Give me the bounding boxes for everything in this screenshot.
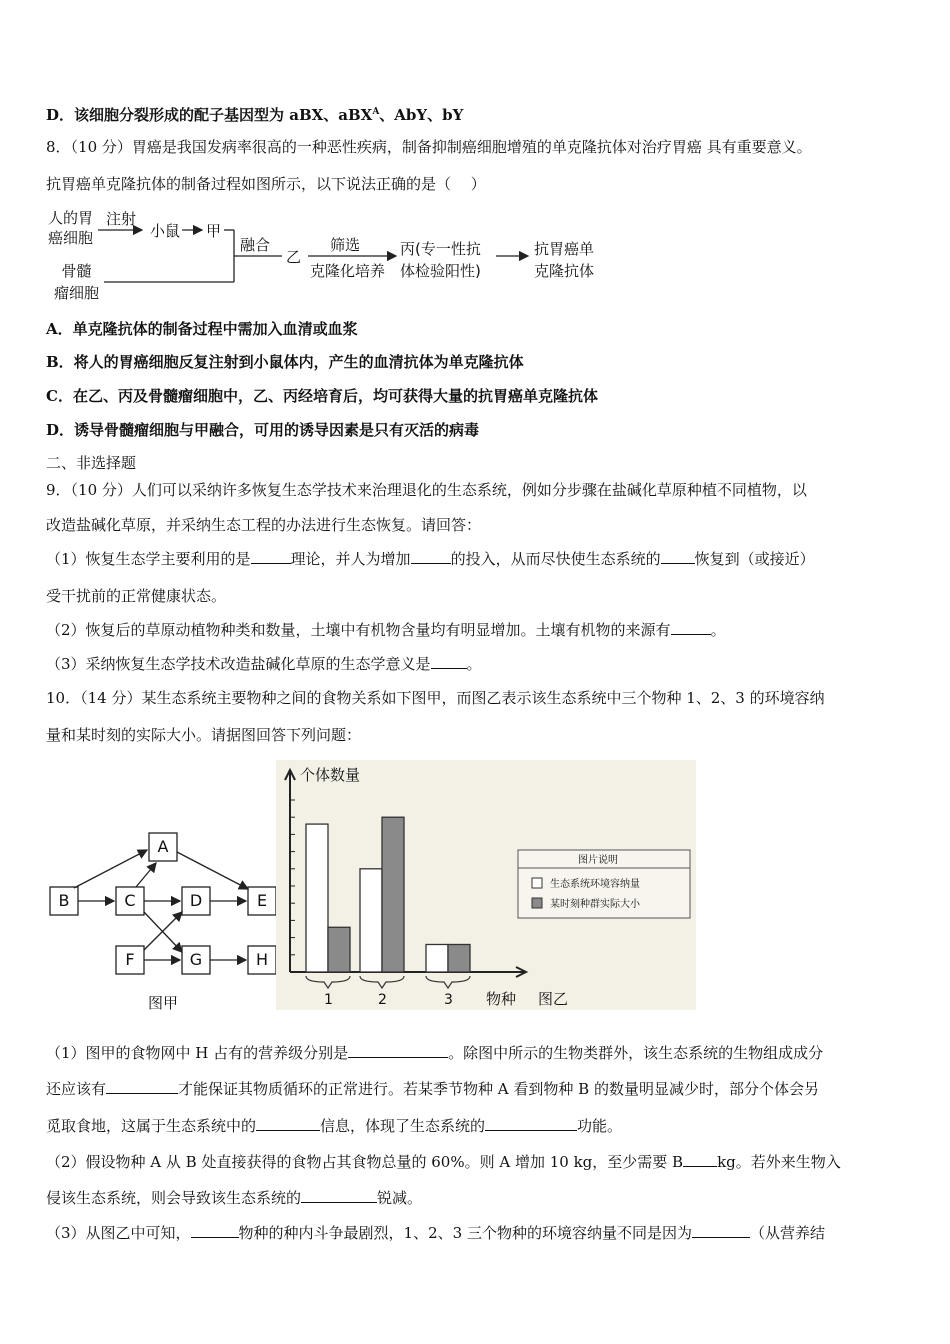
cell-myeloma-line2: 瘤细胞 <box>54 284 100 302</box>
y-axis-label: 个体数量 <box>300 766 361 784</box>
label-bing-line2: 体检验阳性) <box>400 262 481 280</box>
label-bing <box>400 238 481 282</box>
q9-p2-text-a: （2）恢复后的草原动植物种类和数量，土壤中有机物含量均有明显增加。土壤有机物的来源有 <box>46 621 671 639</box>
q10-p2-text-c: 侵该生态系统，则会导致该生态系统的 <box>46 1189 302 1207</box>
node-c: C <box>124 891 136 910</box>
cell-gastric-line2: 癌细胞 <box>48 229 94 247</box>
answer-blank[interactable] <box>301 1188 377 1203</box>
bar-chart-panel <box>276 760 696 1010</box>
cell-myeloma-line1: 骨髓 <box>61 262 92 280</box>
q10-stem-line2: 量和某时刻的实际大小。请据图回答下列问题： <box>46 726 362 744</box>
q10-p1-text-f: 信息，体现了生态系统的 <box>320 1117 486 1135</box>
food-web-caption: 图甲 <box>148 994 179 1012</box>
x-tick-label-1: 1 <box>324 992 333 1008</box>
x-tick-label-3: 3 <box>444 992 453 1008</box>
q10-part1-line3 <box>46 1116 622 1136</box>
answer-blank[interactable] <box>692 1223 750 1238</box>
q10-part3-line1 <box>46 1223 825 1243</box>
q9-p2-text-b: 。 <box>710 621 726 639</box>
q10-p1-text-d: 才能保证其物质循环的正常进行。若某季节物种 A 看到物种 B 的数量明显减少时，部分个体会另 <box>178 1080 819 1098</box>
answer-blank[interactable] <box>191 1223 239 1238</box>
q10-p3-text-a: （3）从图乙中可知， <box>46 1224 191 1242</box>
label-clone: 克隆化培养 <box>310 262 386 280</box>
category-brace-2 <box>360 976 404 988</box>
legend-swatch-actual <box>532 898 542 908</box>
food-web-svg <box>44 828 284 1018</box>
answer-blank[interactable] <box>411 549 451 564</box>
x-axis-label: 物种 <box>486 990 517 1008</box>
q10-part1-line2 <box>46 1079 819 1099</box>
answer-blank[interactable] <box>661 549 695 564</box>
edge-c-a <box>136 863 156 887</box>
q8-stem-line1: 8．（10 分）胃癌是我国发病率很高的一种恶性疾病，制备抑制癌细胞增殖的单克隆抗体对治疗胃癌 具有重要意义。 <box>46 138 812 156</box>
node-g: G <box>189 950 203 969</box>
q9-p1-text-b: 理论，并人为增加 <box>290 550 411 568</box>
bar-actual-species-1 <box>328 927 350 972</box>
q10-p2-text-d: 锐减。 <box>377 1189 423 1207</box>
legend-label-capacity: 生态系统环境容纳量 <box>550 879 640 890</box>
answer-blank[interactable] <box>431 654 467 669</box>
legend-title: 图片说明 <box>578 855 618 866</box>
q10-p1-text-c: 还应该有 <box>46 1080 107 1098</box>
food-web-diagram <box>44 828 284 1018</box>
edge-b-a <box>74 850 147 888</box>
bar-capacity-species-1 <box>306 824 328 972</box>
q10-p1-text-a: （1）图甲的食物网中 H 占有的营养级分别是 <box>46 1044 349 1062</box>
q9-p1-text-c: 的投入，从而尽快使生态系统的 <box>450 550 661 568</box>
label-mouse: 小鼠 <box>150 222 181 240</box>
q8-flow-diagram <box>46 204 626 304</box>
q10-part1-line1 <box>46 1043 823 1063</box>
legend-swatch-capacity <box>532 878 542 888</box>
answer-blank[interactable] <box>671 620 711 635</box>
section-heading: 二、非选择题 <box>46 454 137 472</box>
answer-blank[interactable] <box>485 1116 577 1131</box>
q8-option-b: B．将人的胃癌细胞反复注射到小鼠体内，产生的血清抗体为单克隆抗体 <box>46 353 524 371</box>
q10-part2-line2 <box>46 1188 422 1208</box>
edge-a-e <box>177 852 248 889</box>
bar-capacity-species-3 <box>426 944 448 972</box>
node-a: A <box>157 837 169 856</box>
bar-actual-species-3 <box>448 944 470 972</box>
label-yi: 乙 <box>286 248 302 266</box>
q9-stem-line2: 改造盐碱化草原，并采纳生态工程的办法进行生态恢复。请回答： <box>46 516 482 534</box>
q10-stem-line1: 10．（14 分）某生态系统主要物种之间的食物关系如下图甲，而图乙表示该生态系统中三个物种 1、2、3 的环境容纳 <box>46 689 825 707</box>
legend-label-actual: 某时刻种群实际大小 <box>550 899 640 910</box>
answer-blank[interactable] <box>251 549 291 564</box>
category-brace-1 <box>306 976 350 988</box>
q10-p1-text-g: 功能。 <box>577 1117 623 1135</box>
label-jia: 甲 <box>206 222 222 240</box>
node-e: E <box>256 891 268 910</box>
q10-p2-text-b: kg。若外来生物入 <box>717 1153 841 1171</box>
q9-stem-line1: 9．（10 分）人们可以采纳许多恢复生态学技术来治理退化的生态系统，例如分步骤在盐碱化草原种植不同植物，以 <box>46 481 807 499</box>
answer-blank[interactable] <box>106 1079 178 1094</box>
q10-p3-text-c: （从营养结 <box>749 1224 825 1242</box>
bar-capacity-species-2 <box>360 869 382 972</box>
q9-p1-text-d: 恢复到（或接近） <box>694 550 815 568</box>
answer-blank[interactable] <box>683 1152 717 1167</box>
q9-part3 <box>46 654 482 674</box>
q7-option-d-superscript: A <box>372 107 380 117</box>
answer-blank[interactable] <box>348 1043 448 1058</box>
cell-gastric-line1: 人的胃 <box>48 209 94 227</box>
node-h: H <box>255 950 269 969</box>
label-result <box>534 238 594 282</box>
q9-p3-text-b: 。 <box>466 655 482 673</box>
bar-chart-svg <box>276 760 696 1010</box>
x-tick-label-2: 2 <box>378 992 387 1008</box>
label-bing-line1: 丙(专一性抗 <box>400 240 481 258</box>
q9-p1-text-a: （1）恢复生态学主要利用的是 <box>46 550 251 568</box>
label-screen: 筛选 <box>330 236 361 254</box>
chart-caption: 图乙 <box>538 990 569 1008</box>
q7-option-d-tail: 、AbY、bY <box>379 106 464 124</box>
q10-p3-text-b: 物种的种内斗争最剧烈，1、2、3 三个物种的环境容纳量不同是因为 <box>238 1224 692 1242</box>
label-inject: 注射 <box>106 210 137 228</box>
label-result-line2: 克隆抗体 <box>534 262 595 280</box>
q8-option-d: D．诱导骨髓瘤细胞与甲融合，可用的诱导因素是只有灭活的病毒 <box>46 421 480 439</box>
q10-part2-line1 <box>46 1152 841 1172</box>
node-f: F <box>125 950 135 969</box>
q10-p1-text-b: 。除图中所示的生物类群外，该生态系统的生物组成成分 <box>448 1044 824 1062</box>
bar-actual-species-2 <box>382 817 404 972</box>
q9-p3-text-a: （3）采纳恢复生态学技术改造盐碱化草原的生态学意义是 <box>46 655 431 673</box>
q8-option-c: C．在乙、丙及骨髓瘤细胞中，乙、丙经培育后，均可获得大量的抗胃癌单克隆抗体 <box>46 387 598 405</box>
label-fuse: 融合 <box>240 236 271 254</box>
q8-option-a: A．单克隆抗体的制备过程中需加入血清或血浆 <box>46 320 358 338</box>
q9-part1-line2: 受干扰前的正常健康状态。 <box>46 587 227 605</box>
q10-p1-text-e: 觅取食地，这属于生态系统中的 <box>46 1117 257 1135</box>
cell-gastric-label <box>48 208 93 248</box>
q8-stem-line2: 抗胃癌单克隆抗体的制备过程如图所示，以下说法正确的是（ ） <box>46 175 486 193</box>
q9-part2 <box>46 620 726 640</box>
answer-blank[interactable] <box>256 1116 320 1131</box>
node-d: D <box>189 891 203 910</box>
node-b: B <box>58 891 70 910</box>
q7-option-d <box>46 102 463 125</box>
category-brace-3 <box>426 976 470 988</box>
cell-myeloma-label <box>54 260 99 304</box>
q7-option-d-text: D．该细胞分裂形成的配子基因型为 aBX、aBX <box>46 106 373 124</box>
q10-p2-text-a: （2）假设物种 A 从 B 处直接获得的食物占其食物总量的 60%。则 A 增加 10 kg，至少需要 B <box>46 1153 684 1171</box>
label-result-line1: 抗胃癌单 <box>534 240 595 258</box>
q9-part1-line1 <box>46 549 815 569</box>
